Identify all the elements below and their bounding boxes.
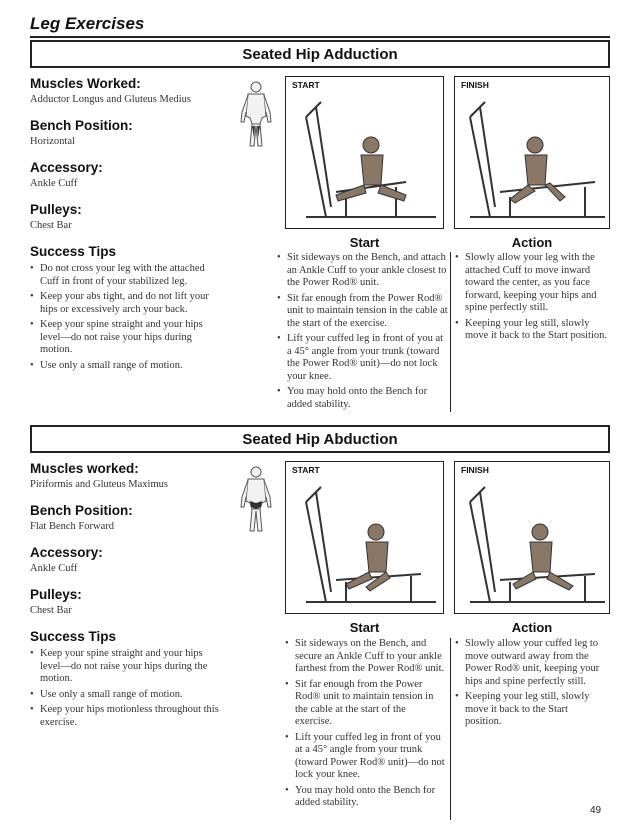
abduction-start-photo-label: START xyxy=(292,465,320,475)
abduction-tips-list xyxy=(30,648,225,729)
adduction-action-heading: Action xyxy=(511,235,553,250)
list-item: • Keep your hips motionless throughout this exercise. xyxy=(30,704,225,729)
list-item: • Keep your abs tight, and do not lift your hips or excessively arch your back. xyxy=(30,291,220,316)
adduction-muscles-label: Muscles Worked: xyxy=(30,76,141,91)
abduction-tips-label: Success Tips xyxy=(30,629,117,644)
adduction-tips-list xyxy=(30,263,220,372)
adduction-start-photo xyxy=(285,76,444,229)
adduction-start-steps xyxy=(277,252,449,414)
list-item: • Lift your cuffed leg in front of you at a 45° angle from your trunk (toward the Power Rod® unit)—do not lock your knee. xyxy=(277,333,449,383)
abduction-info-column xyxy=(30,461,235,732)
list-item: • Use only a small range of motion. xyxy=(30,360,220,373)
section-title: Leg Exercises xyxy=(30,14,145,33)
muscle-diagram-icon xyxy=(236,80,276,150)
abduction-bench-label: Bench Position: xyxy=(30,503,133,518)
adduction-finish-photo xyxy=(454,76,610,229)
abduction-action-steps xyxy=(455,638,605,732)
list-item: • Use only a small range of motion. xyxy=(30,689,225,702)
abduction-title: Seated Hip Abduction xyxy=(242,431,398,448)
abduction-muscles-label: Muscles worked: xyxy=(30,461,139,476)
list-item: • Keeping your leg still, slowly move it back to the Start position. xyxy=(455,691,605,729)
adduction-column-divider xyxy=(450,252,451,412)
abduction-finish-photo-label: FINISH xyxy=(461,465,489,475)
abduction-pulleys-value: Chest Bar xyxy=(30,605,72,616)
adduction-bench-label: Bench Position: xyxy=(30,118,133,133)
list-item: • Do not cross your leg with the attached Cuff in front of your stabilized leg. xyxy=(30,263,220,288)
list-item: • Keeping your leg still, slowly move it back to the Start position. xyxy=(455,318,610,343)
page-number: 49 xyxy=(590,805,602,816)
abduction-title-box xyxy=(30,425,610,453)
list-item: • Keep your spine straight and your hips level—do not raise your hips during motion. xyxy=(30,319,220,357)
abduction-action-heading: Action xyxy=(511,620,553,635)
adduction-start-heading: Start xyxy=(349,235,380,250)
abduction-accessory-label: Accessory: xyxy=(30,545,103,560)
adduction-pulleys-label: Pulleys: xyxy=(30,202,82,217)
adduction-pulleys-value: Chest Bar xyxy=(30,220,72,231)
adduction-muscles-value: Adductor Longus and Gluteus Medius xyxy=(30,94,191,105)
list-item: • Sit far enough from the Power Rod® unit to maintain tension in the cable at the start of the exercise. xyxy=(277,293,449,331)
list-item: • Sit far enough from the Power Rod® unit to maintain tension in the cable at the start of the exercise. xyxy=(285,679,445,729)
list-item: • Slowly allow your cuffed leg to move outward away from the Power Rod® unit, keeping your hips and spine perfectly still. xyxy=(455,638,605,688)
list-item: • You may hold onto the Bench for added stability. xyxy=(277,386,449,411)
abduction-muscles-value: Piriformis and Gluteus Maximus xyxy=(30,479,168,490)
abduction-finish-photo xyxy=(454,461,610,614)
adduction-finish-photo-label: FINISH xyxy=(461,80,489,90)
adduction-title: Seated Hip Adduction xyxy=(242,46,398,63)
adduction-tips-label: Success Tips xyxy=(30,244,117,259)
list-item: • Lift your cuffed leg in front of you at a 45° angle from your trunk (toward Power Rod® unit)—do not lock your knee. xyxy=(285,732,445,782)
abduction-accessory-value: Ankle Cuff xyxy=(30,563,78,574)
gym-machine-start-illustration xyxy=(286,462,443,613)
header-rule xyxy=(30,36,610,38)
list-item: • Sit sideways on the Bench, and secure an Ankle Cuff to your ankle farthest from the Power Rod® unit. xyxy=(285,638,445,676)
gym-machine-start-illustration xyxy=(286,77,443,228)
abduction-start-heading: Start xyxy=(349,620,380,635)
list-item: • Sit sideways on the Bench, and attach an Ankle Cuff to your ankle closest to the Power Rod® unit. xyxy=(277,252,449,290)
gym-machine-finish-illustration xyxy=(455,77,609,228)
list-item: • Keep your spine straight and your hips level—do not raise your hips during the motion. xyxy=(30,648,225,686)
adduction-bench-value: Horizontal xyxy=(30,136,75,147)
abduction-start-photo xyxy=(285,461,444,614)
adduction-accessory-value: Ankle Cuff xyxy=(30,178,78,189)
abduction-pulleys-label: Pulleys: xyxy=(30,587,82,602)
adduction-info-column xyxy=(30,76,235,375)
muscle-diagram-icon xyxy=(236,465,276,535)
gym-machine-finish-illustration xyxy=(455,462,609,613)
adduction-title-box xyxy=(30,40,610,68)
abduction-start-steps xyxy=(285,638,445,813)
abduction-bench-value: Flat Bench Forward xyxy=(30,521,114,532)
adduction-accessory-label: Accessory: xyxy=(30,160,103,175)
list-item: • Slowly allow your leg with the attached Cuff to move inward toward the center, as you face forward, keeping your hips and spine perfectly still. xyxy=(455,252,610,315)
adduction-action-steps xyxy=(455,252,610,346)
abduction-column-divider xyxy=(450,638,451,820)
list-item: • You may hold onto the Bench for added stability. xyxy=(285,785,445,810)
adduction-start-photo-label: START xyxy=(292,80,320,90)
